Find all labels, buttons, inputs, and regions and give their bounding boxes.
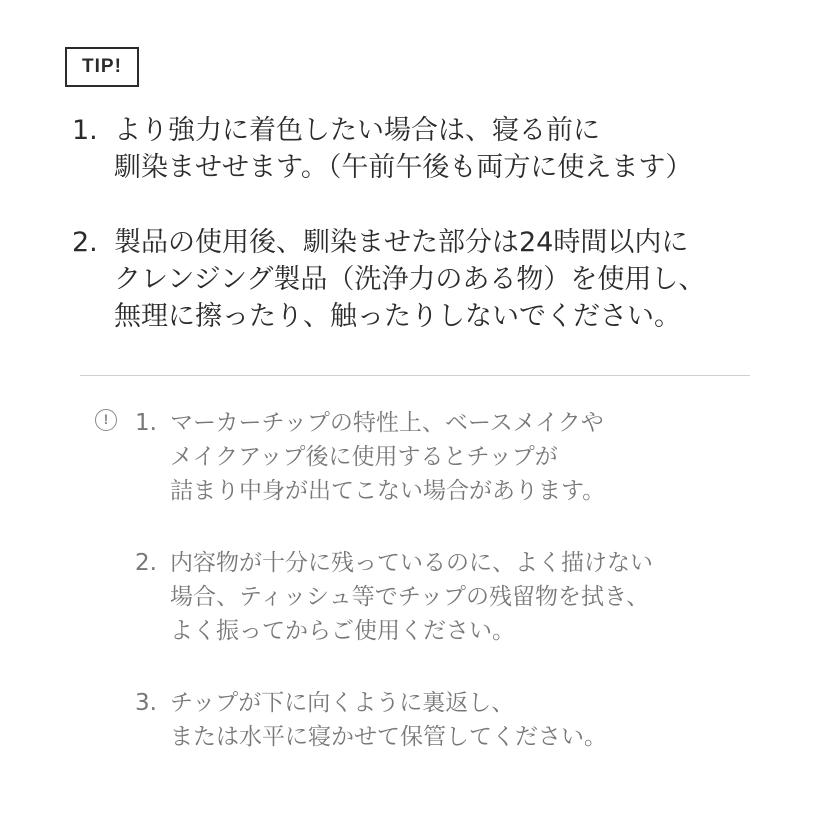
tips-list [72, 112, 792, 373]
note-line: よく振ってからご使用ください。 [170, 618, 515, 644]
note-line: または水平に寝かせて保管してください。 [170, 724, 607, 750]
note-line: 場合、ティッシュ等でチップの残留物を拭き、 [170, 584, 650, 610]
note-line: マーカーチップの特性上、ベースメイクや [170, 410, 604, 436]
tip-badge: TIP! [65, 47, 139, 87]
note-number: 2. [135, 550, 157, 576]
caution-note [135, 546, 653, 648]
tip-item [72, 224, 792, 335]
tip-line: 馴染ませせます。（午前午後も両方に使えます） [114, 152, 693, 183]
tip-line: クレンジング製品（洗浄力のある物）を使用し、 [114, 264, 706, 295]
caution-note [135, 686, 653, 754]
note-number: 1. [135, 410, 157, 436]
note-number: 3. [135, 690, 157, 716]
caution-notes-list [135, 406, 653, 792]
tip-text [114, 112, 692, 186]
tip-line: より強力に着色したい場合は、寝る前に [114, 115, 600, 146]
note-text [170, 546, 653, 648]
caution-note [135, 406, 653, 508]
tip-item [72, 112, 792, 186]
exclamation-circle-icon: ! [95, 409, 117, 431]
note-text [170, 406, 605, 508]
note-text [170, 686, 607, 754]
tip-number: 2. [72, 227, 98, 258]
tip-text [114, 224, 705, 335]
tip-line: 無理に擦ったり、触ったりしないでください。 [114, 301, 681, 332]
note-line: 内容物が十分に残っているのに、よく描けない [170, 550, 653, 576]
section-divider [80, 375, 750, 376]
tip-line: 製品の使用後、馴染ませた部分は24時間以内に [114, 227, 689, 258]
note-line: 詰まり中身が出てこない場合があります。 [170, 478, 606, 504]
note-line: チップが下に向くように裏返し、 [170, 690, 515, 716]
tip-number: 1. [72, 115, 98, 146]
note-line: メイクアップ後に使用するとチップが [170, 444, 558, 470]
